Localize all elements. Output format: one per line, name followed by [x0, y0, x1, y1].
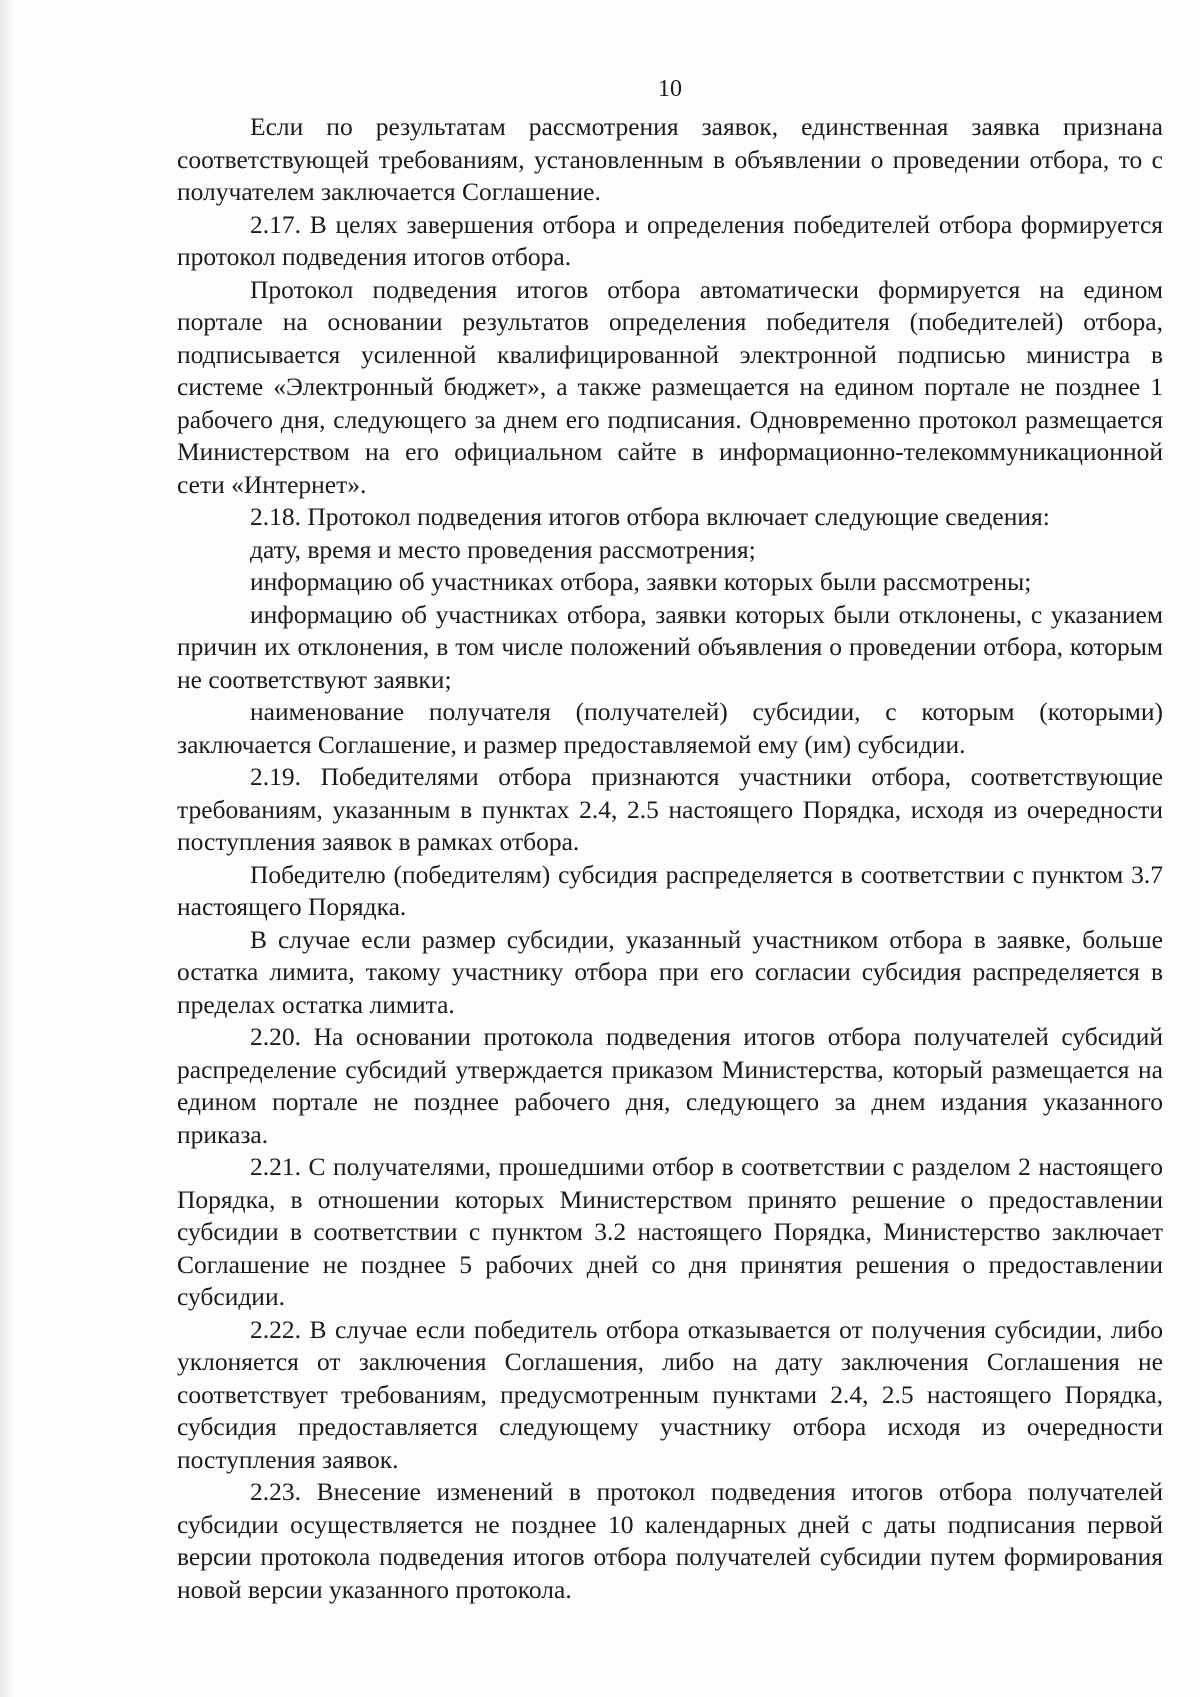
paragraph-2-18: 2.18. Протокол подведения итогов отбора включает следующие сведения:: [250, 502, 1050, 531]
list-item-reviewed-participants: информацию об участниках отбора, заявки которых были рассмотрены;: [250, 567, 1032, 596]
paragraph-2-23: 2.23. Внесение изменений в протокол подведения итогов отбора получателей субсидии осуществляется не позднее 10 календарных дней с даты подписания первой версии протокола подведения итогов отбора получателей субсидии путем формирования новой версии указанного протокола.: [177, 1477, 1163, 1604]
paragraph-protocol-formation: Протокол подведения итогов отбора автоматически формируется на едином портале на основании результатов определения победителя (победителей) отбора, подписывается усиленной квалифицированной электронной подписью министра в системе «Электронный бюджет», а также размещается на едином портале не позднее 1 рабочего дня, следующего за днем его подписания. Одновременно протокол размещается Министерством на его официальном сайте в информационно-телекоммуникационной сети «Интернет».: [177, 274, 1163, 499]
list-item-date-time-place: дату, время и место проведения рассмотрения;: [250, 534, 756, 564]
paragraph-limit-remainder: В случае если размер субсидии, указанный участником отбора в заявке, больше остатка лимита, такому участнику отбора при его согласии субсидия распределяется в пределах остатка лимита.: [177, 924, 1163, 1019]
list-item-rejected-participants: информацию об участниках отбора, заявки которых были отклонены, с указанием причин их отклонения, в том числе положений объявления о проведении отбора, которым не соответствуют заявки;: [177, 599, 1163, 694]
paragraph-2-17: 2.17. В целях завершения отбора и определения победителей отбора формируется протокол подведения итогов отбора.: [177, 209, 1163, 271]
paragraph-winner-distribution: Победителю (победителям) субсидия распределяется в соответствии с пунктом 3.7 настоящего Порядка.: [177, 859, 1163, 921]
document-body: [177, 111, 1163, 1606]
paragraph-2-21: 2.21. С получателями, прошедшими отбор в соответствии с разделом 2 настоящего Порядка, в отношении которых Министерством принято решение о предоставлении субсидии в соответствии с пунктом 3.2 настоящего Порядка, Министерство заключает Соглашение не позднее 5 рабочих дней со дня принятия решения о предоставлении субсидии.: [177, 1152, 1163, 1311]
page-number: 10: [658, 76, 682, 102]
paragraph-2-20: 2.20. На основании протокола подведения итогов отбора получателей субсидий распределение субсидий утверждается приказом Министерства, который размещается на едином портале не позднее рабочего дня, следующего за днем издания указанного приказа.: [177, 1022, 1163, 1149]
paragraph-2-22: 2.22. В случае если победитель отбора отказывается от получения субсидии, либо уклоняется от заключения Соглашения, либо на дату заключения Соглашения не соответствует требованиям, предусмотренным пунктами 2.4, 2.5 настоящего Порядка, субсидия предоставляется следующему участнику отбора исходя из очередности поступления заявок.: [177, 1314, 1163, 1474]
scan-edge-shadow: [0, 0, 14, 1697]
paragraph-2-19: 2.19. Победителями отбора признаются участники отбора, соответствующие требованиям, указанным в пунктах 2.4, 2.5 настоящего Порядка, исходя из очередности поступления заявок в рамках отбора.: [177, 762, 1163, 856]
list-item-recipient-name: наименование получателя (получателей) субсидии, с которым (которыми) заключается Соглашение, и размер предоставляемой ему (им) субсидии.: [177, 697, 1163, 759]
paragraph-single-application: Если по результатам рассмотрения заявок, единственная заявка признана соответствующей требованиям, установленным в объявлении о проведении отбора, то с получателем заключается Соглашение.: [177, 112, 1163, 206]
